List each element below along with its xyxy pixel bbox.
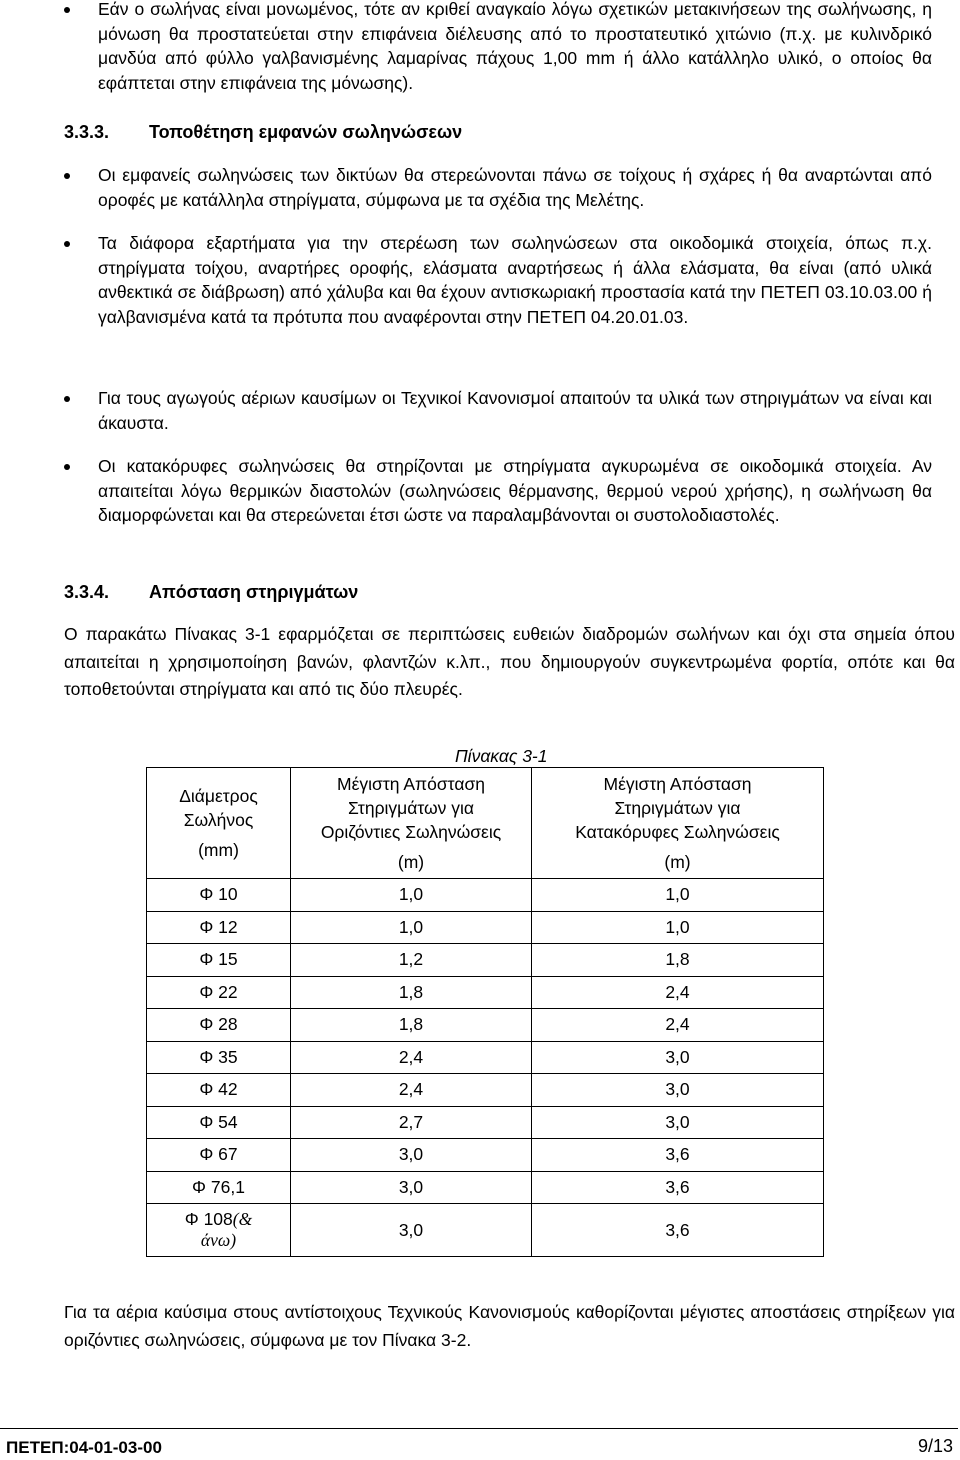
bullet-dot: [64, 396, 70, 402]
header-unit: (mm): [198, 840, 239, 860]
cell-vertical: 1,8: [532, 944, 824, 977]
bullet-dot: [64, 241, 70, 247]
cell-diameter: Φ 54: [147, 1106, 291, 1139]
cell-diameter: [147, 1204, 291, 1257]
cell-vertical: 3,6: [532, 1171, 824, 1204]
header-line: Στηριγμάτων για: [347, 798, 475, 818]
table-caption: Πίνακας 3-1: [455, 746, 548, 766]
table-row: [147, 1041, 824, 1074]
cell-diameter: Φ 12: [147, 911, 291, 944]
header-line: Στηριγμάτων για: [614, 798, 741, 818]
header-unit: (m): [664, 852, 691, 872]
section-heading-3-3-4: [64, 582, 358, 603]
cell-horizontal: 2,4: [291, 1074, 532, 1107]
header-cell-horizontal: [291, 768, 532, 879]
bullet-item: [64, 386, 932, 435]
table-row: [147, 944, 824, 977]
table-row: [147, 1106, 824, 1139]
cell-vertical: 3,0: [532, 1041, 824, 1074]
cell-horizontal: 1,8: [291, 976, 532, 1009]
cell-diameter: Φ 67: [147, 1139, 291, 1172]
support-distance-table: [146, 767, 824, 1257]
header-line: Οριζόντιες Σωληνώσεις: [320, 822, 502, 842]
header-cell-vertical: [532, 768, 824, 879]
header-line: Σωλήνος: [183, 810, 254, 830]
cell-vertical: 1,0: [532, 879, 824, 912]
cell-horizontal: 1,0: [291, 911, 532, 944]
footer-page-number: 9/13: [917, 1436, 953, 1456]
closing-paragraph: Για τα αέρια καύσιμα στους αντίστοιχους Τεχνικούς Κανονισμούς καθορίζονται μέγιστες αποστάσεις στηρίξεων για οριζόντιες σωληνώσεις, σύμφωνα με τον Πίνακα 3-2.: [64, 1302, 955, 1350]
table-row: [147, 976, 824, 1009]
cell-horizontal: 2,4: [291, 1041, 532, 1074]
bullet-text: Για τους αγωγούς αέριων καυσίμων οι Τεχνικοί Κανονισμοί απαιτούν τα υλικά των στηριγμάτων να είναι και άκαυστα.: [98, 388, 932, 433]
header-line: Κατακόρυφες Σωληνώσεις: [575, 822, 780, 842]
cell-vertical: 3,6: [532, 1139, 824, 1172]
cell-horizontal: 3,0: [291, 1171, 532, 1204]
bullet-dot: [64, 464, 70, 470]
cell-horizontal: 2,7: [291, 1106, 532, 1139]
table-row: [147, 1171, 824, 1204]
cell-diameter: Φ 15: [147, 944, 291, 977]
header-cell-diameter: [147, 768, 291, 879]
table-header-row: [147, 768, 824, 879]
cell-diameter: Φ 28: [147, 1009, 291, 1042]
cell-horizontal: 1,2: [291, 944, 532, 977]
bullet-item: [64, 0, 932, 95]
bullet-dot: [64, 7, 70, 13]
cell-vertical: 3,0: [532, 1074, 824, 1107]
cell-horizontal: 1,8: [291, 1009, 532, 1042]
cell-vertical: 1,0: [532, 911, 824, 944]
header-line: Μέγιστη Απόσταση: [337, 774, 485, 794]
section-heading-3-3-3: [64, 122, 462, 143]
diameter-value: Φ 108: [184, 1209, 233, 1229]
table-row: [147, 1009, 824, 1042]
cell-vertical: 3,0: [532, 1106, 824, 1139]
bullet-text: Οι εμφανείς σωληνώσεις των δικτύων θα στερεώνονται πάνω σε τοίχους ή σχάρες ή θα αναρτώνται από οροφές με κατάλληλα στηρίγματα, σύμφωνα με τα σχέδια της Μελέτης.: [98, 165, 932, 210]
bullet-dot: [64, 173, 70, 179]
diameter-note: άνω): [200, 1230, 237, 1250]
section-number: 3.3.3.: [64, 122, 110, 142]
cell-horizontal: 1,0: [291, 879, 532, 912]
table-row: [147, 1204, 824, 1257]
cell-vertical: 2,4: [532, 976, 824, 1009]
table-row: [147, 1074, 824, 1107]
cell-horizontal: 3,0: [291, 1139, 532, 1172]
diameter-note: (&: [232, 1209, 253, 1229]
section-title: Τοποθέτηση εμφανών σωληνώσεων: [149, 122, 463, 142]
header-line: Μέγιστη Απόσταση: [603, 774, 752, 794]
cell-diameter: Φ 22: [147, 976, 291, 1009]
footer-divider: [0, 1428, 958, 1429]
bullet-item: [64, 231, 932, 329]
cell-vertical: 2,4: [532, 1009, 824, 1042]
cell-diameter: Φ 76,1: [147, 1171, 291, 1204]
table-row: [147, 911, 824, 944]
cell-diameter: Φ 42: [147, 1074, 291, 1107]
bullet-text: Τα διάφορα εξαρτήματα για την στερέωση των σωληνώσεων στα οικοδομικά στοιχεία, όπως π.χ. στηρίγματα τοίχου, αναρτήρες οροφής, ελάσματα αναρτήσεως ή άλλα ελάσματα, θα είναι (από υλικά ανθεκτικά σε διάβρωση) από χάλυβα και θα έχουν αντισκωριακή προστασία κατά την ΠΕΤΕΠ 03.10.03.00 ή γαλβανισμένα κατά τα πρότυπα που αναφέρονται στην ΠΕΤΕΠ 04.20.01.03.: [98, 233, 932, 327]
cell-diameter: Φ 35: [147, 1041, 291, 1074]
intro-paragraph: Ο παρακάτω Πίνακας 3-1 εφαρμόζεται σε περιπτώσεις ευθειών διαδρομών σωλήνων και όχι στα σημεία όπου απαιτείται η χρησιμοποίηση βανών, φλαντζών κ.λπ., που δημιουργούν συγκεντρωμένα φορτία, οπότε και θα τοποθετούνται στηρίγματα και από τις δύο πλευρές.: [64, 624, 955, 699]
table-row: [147, 879, 824, 912]
footer-doc-code: ΠΕΤΕΠ:04-01-03-00: [6, 1438, 162, 1457]
section-title: Απόσταση στηριγμάτων: [149, 582, 359, 602]
section-number: 3.3.4.: [64, 582, 110, 602]
cell-diameter: Φ 10: [147, 879, 291, 912]
header-unit: (m): [397, 852, 425, 872]
bullet-item: [64, 163, 932, 212]
table-row: [147, 1139, 824, 1172]
bullet-item: [64, 454, 932, 528]
cell-vertical: 3,6: [532, 1204, 824, 1257]
bullet-text: Οι κατακόρυφες σωληνώσεις θα στηρίζονται με στηρίγματα αγκυρωμένα σε οικοδομικά στοιχεία. Αν απαιτείται λόγω θερμικών διαστολών (σωληνώσεις θέρμανσης, θερμού νερού χρήσης), η σωλήνωση θα διαμορφώνεται και θα στερεώνεται έτσι ώστε να παραλαμβάνονται οι συστολοδιαστολές.: [98, 456, 932, 525]
header-line: Διάμετρος: [179, 786, 258, 806]
bullet-text: Εάν ο σωλήνας είναι μονωμένος, τότε αν κριθεί αναγκαίο λόγω σχετικών μετακινήσεων της σωλήνωσης, η μόνωση θα προστατεύεται στην επιφάνεια διέλευσης από το προστατευτικό χιτώνιο (π.χ. με κυλινδρικό μανδύα από φύλλο γαλβανισμένης λαμαρίνας πάχους 1,00 mm ή άλλο κατάλληλο υλικό, ο οποίος θα εφάπτεται στην επιφάνεια της μόνωσης).: [98, 0, 932, 93]
cell-horizontal: 3,0: [291, 1204, 532, 1257]
